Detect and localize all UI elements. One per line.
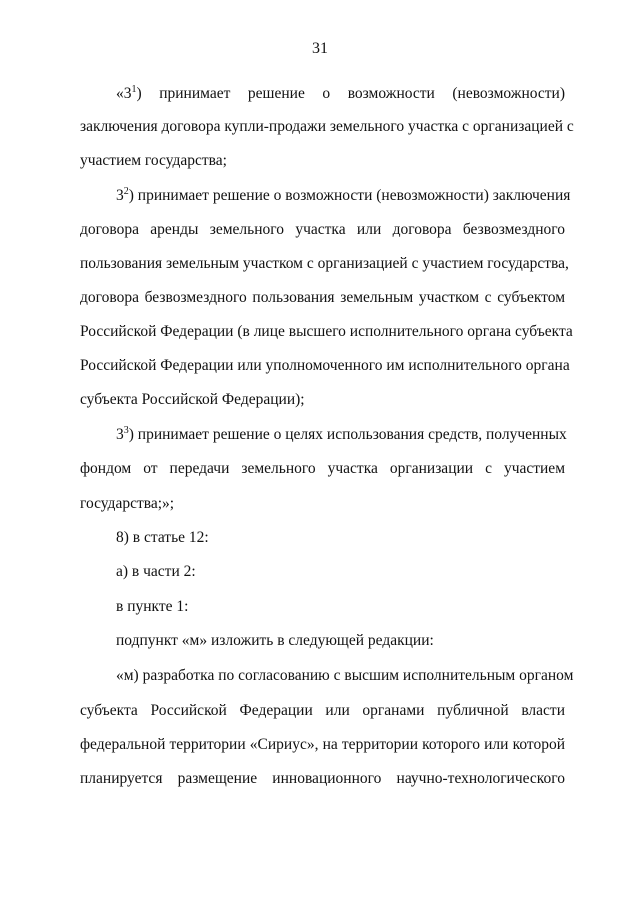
text-line: $3^3$) принимает решение о целях использования средств, полученных bbox=[116, 425, 567, 443]
text-line: подпункт «м» изложить в следующей редакции: bbox=[116, 632, 434, 649]
text-line: пользования земельным участком с организацией с участием государства, bbox=[80, 255, 569, 272]
page-number: 31 bbox=[312, 40, 328, 57]
text-line: заключения договора купли-продажи земельного участка с организацией с bbox=[80, 118, 574, 135]
text-line: $3^2$) принимает решение о возможности (невозможности) заключения bbox=[116, 186, 571, 204]
text-line: 8) в статье 12: bbox=[116, 529, 209, 546]
text-line: договора безвозмездного пользования земельным участком с субъектом bbox=[80, 289, 565, 306]
text-line: участием государства; bbox=[80, 152, 227, 169]
text-line: договора аренды земельного участка или договора безвозмездного bbox=[80, 221, 565, 238]
text-line: государства;»; bbox=[80, 495, 175, 512]
text-line: «м) разработка по согласованию с высшим исполнительным органом bbox=[116, 667, 574, 684]
superscript: 1 bbox=[131, 84, 137, 95]
text-line: в пункте 1: bbox=[116, 598, 189, 615]
superscript: 2 bbox=[123, 186, 129, 197]
text-line: фондом от передачи земельного участка организации с участием bbox=[80, 460, 565, 477]
text-line: федеральной территории «Сириус», на территории которого или которой bbox=[80, 736, 565, 753]
text-line: Российской Федерации или уполномоченного им исполнительного органа bbox=[80, 357, 570, 374]
text-line: субъекта Российской Федерации); bbox=[80, 391, 305, 408]
text-line: планируется размещение инновационного научно-технологического bbox=[80, 770, 565, 787]
text-line: «$3^1$) принимает решение о возможности (невозможности) bbox=[116, 84, 565, 102]
text-line: Российской Федерации (в лице высшего исполнительного органа субъекта bbox=[80, 323, 573, 340]
text-line: субъекта Российской Федерации или органами публичной власти bbox=[80, 702, 565, 719]
superscript: 3 bbox=[123, 425, 129, 436]
text-line: а) в части 2: bbox=[116, 563, 196, 580]
